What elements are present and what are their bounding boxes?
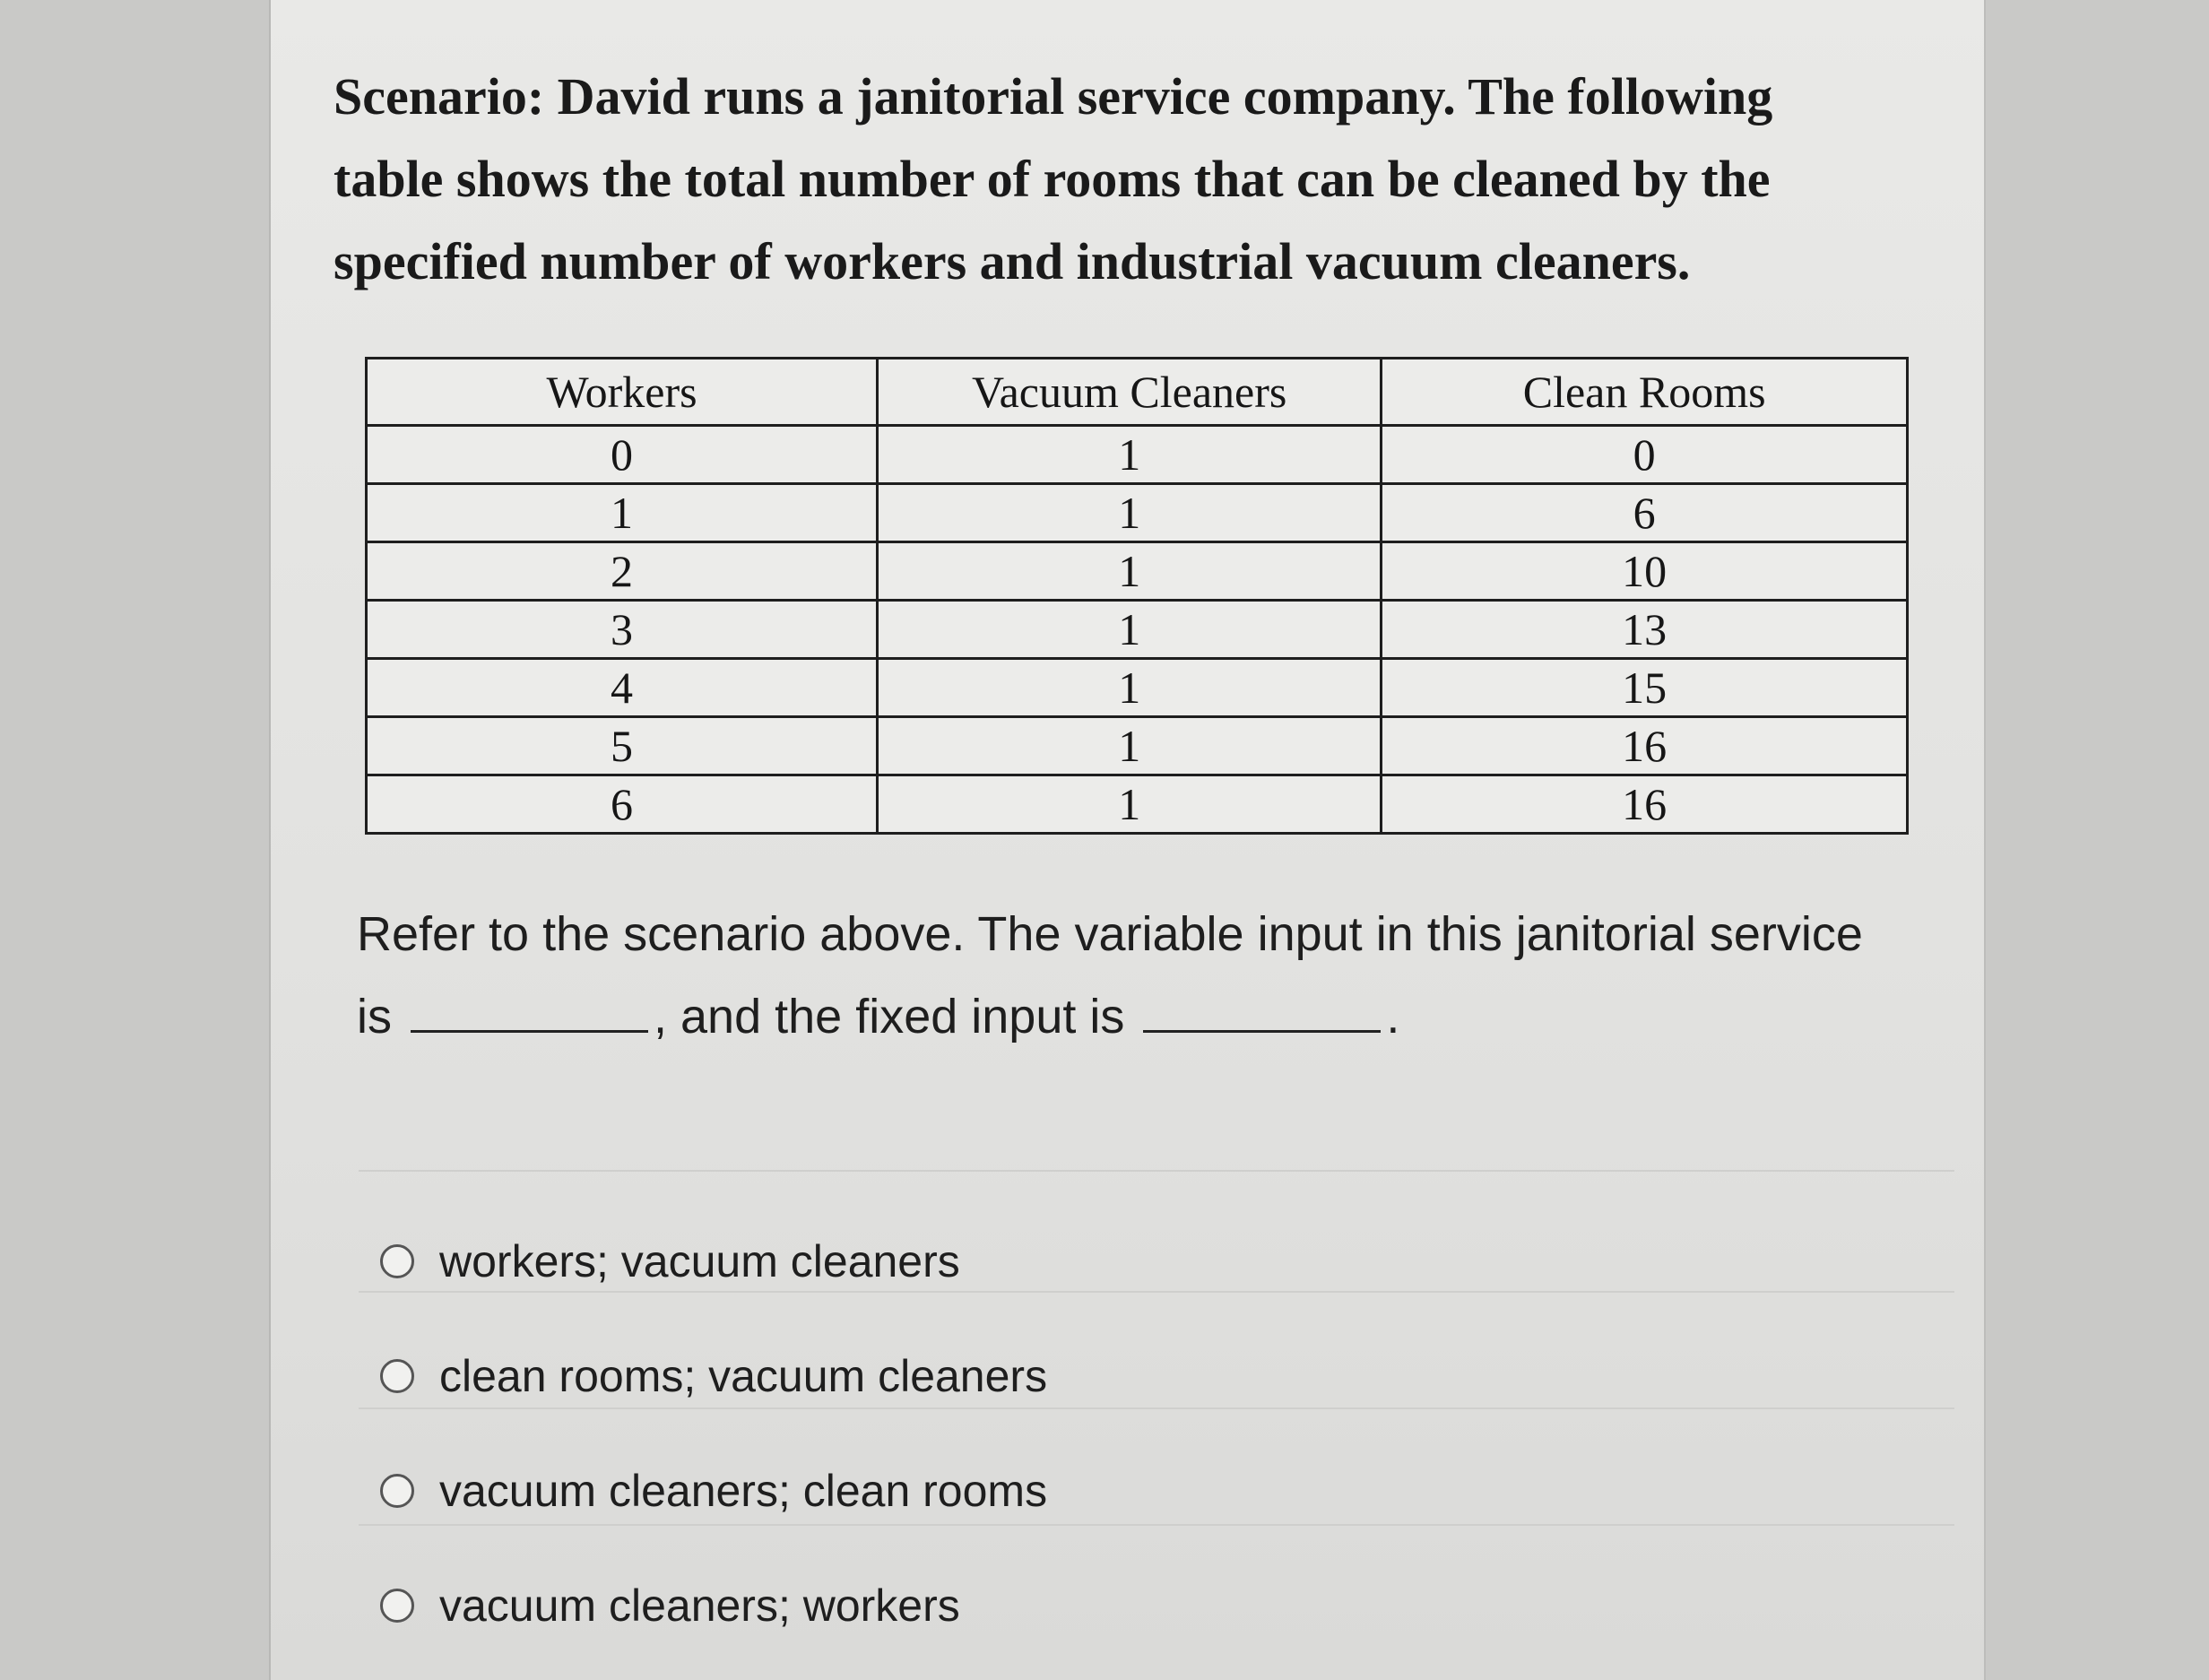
answer-blank-1: [411, 985, 648, 1033]
table-row: [367, 601, 1908, 659]
scenario-text: Scenario: David runs a janitorial service company. The following table shows the total number of rooms that can be cleaned by the specified number of workers and industrial vacuum cleaners.: [334, 67, 1773, 290]
header-workers: Workers: [367, 359, 878, 426]
cell-clean-rooms: 15: [1382, 659, 1908, 717]
table-row: [367, 659, 1908, 717]
cell-clean-rooms: 0: [1382, 426, 1908, 484]
cell-vacuum-cleaners: 1: [878, 659, 1382, 717]
cell-workers: 0: [367, 426, 878, 484]
radio-button[interactable]: [380, 1244, 414, 1278]
option-label: clean rooms; vacuum cleaners: [439, 1351, 1048, 1401]
cell-clean-rooms: 16: [1382, 717, 1908, 775]
question-part-2: , and the fixed input is: [654, 990, 1125, 1044]
table-header-row: [367, 359, 1908, 426]
cell-workers: 1: [367, 484, 878, 542]
header-clean-rooms: Clean Rooms: [1382, 359, 1908, 426]
cell-workers: 2: [367, 542, 878, 601]
question-part-3: .: [1386, 990, 1400, 1044]
option-label: workers; vacuum cleaners: [439, 1236, 960, 1286]
divider: [359, 1170, 1954, 1172]
question-text: [357, 893, 1881, 1058]
cell-clean-rooms: 10: [1382, 542, 1908, 601]
cell-vacuum-cleaners: 1: [878, 542, 1382, 601]
question-part-1: Refer to the scenario above. The variable input in this janitorial service is: [357, 907, 1863, 1044]
table-row: [367, 775, 1908, 834]
option-clean-rooms-vacuum-cleaners[interactable]: [380, 1350, 1047, 1402]
option-workers-vacuum-cleaners[interactable]: [380, 1235, 960, 1287]
cell-workers: 6: [367, 775, 878, 834]
radio-button[interactable]: [380, 1359, 414, 1393]
cell-vacuum-cleaners: 1: [878, 426, 1382, 484]
cell-clean-rooms: 13: [1382, 601, 1908, 659]
option-label: vacuum cleaners; workers: [439, 1580, 960, 1631]
cell-vacuum-cleaners: 1: [878, 484, 1382, 542]
cell-clean-rooms: 16: [1382, 775, 1908, 834]
divider: [359, 1291, 1954, 1293]
radio-button[interactable]: [380, 1474, 414, 1508]
cell-workers: 4: [367, 659, 878, 717]
table-row: [367, 484, 1908, 542]
cell-clean-rooms: 6: [1382, 484, 1908, 542]
option-vacuum-cleaners-workers[interactable]: [380, 1580, 960, 1632]
cell-vacuum-cleaners: 1: [878, 717, 1382, 775]
cell-vacuum-cleaners: 1: [878, 601, 1382, 659]
option-vacuum-cleaners-clean-rooms[interactable]: [380, 1465, 1047, 1517]
answer-blank-2: [1143, 985, 1381, 1033]
table-row: [367, 542, 1908, 601]
radio-button[interactable]: [380, 1589, 414, 1623]
cell-workers: 5: [367, 717, 878, 775]
table-row: [367, 717, 1908, 775]
cell-vacuum-cleaners: 1: [878, 775, 1382, 834]
production-table: [365, 357, 1909, 835]
cell-workers: 3: [367, 601, 878, 659]
header-vacuum-cleaners: Vacuum Cleaners: [878, 359, 1382, 426]
divider: [359, 1407, 1954, 1409]
divider: [359, 1524, 1954, 1526]
table-row: [367, 426, 1908, 484]
option-label: vacuum cleaners; clean rooms: [439, 1466, 1048, 1516]
